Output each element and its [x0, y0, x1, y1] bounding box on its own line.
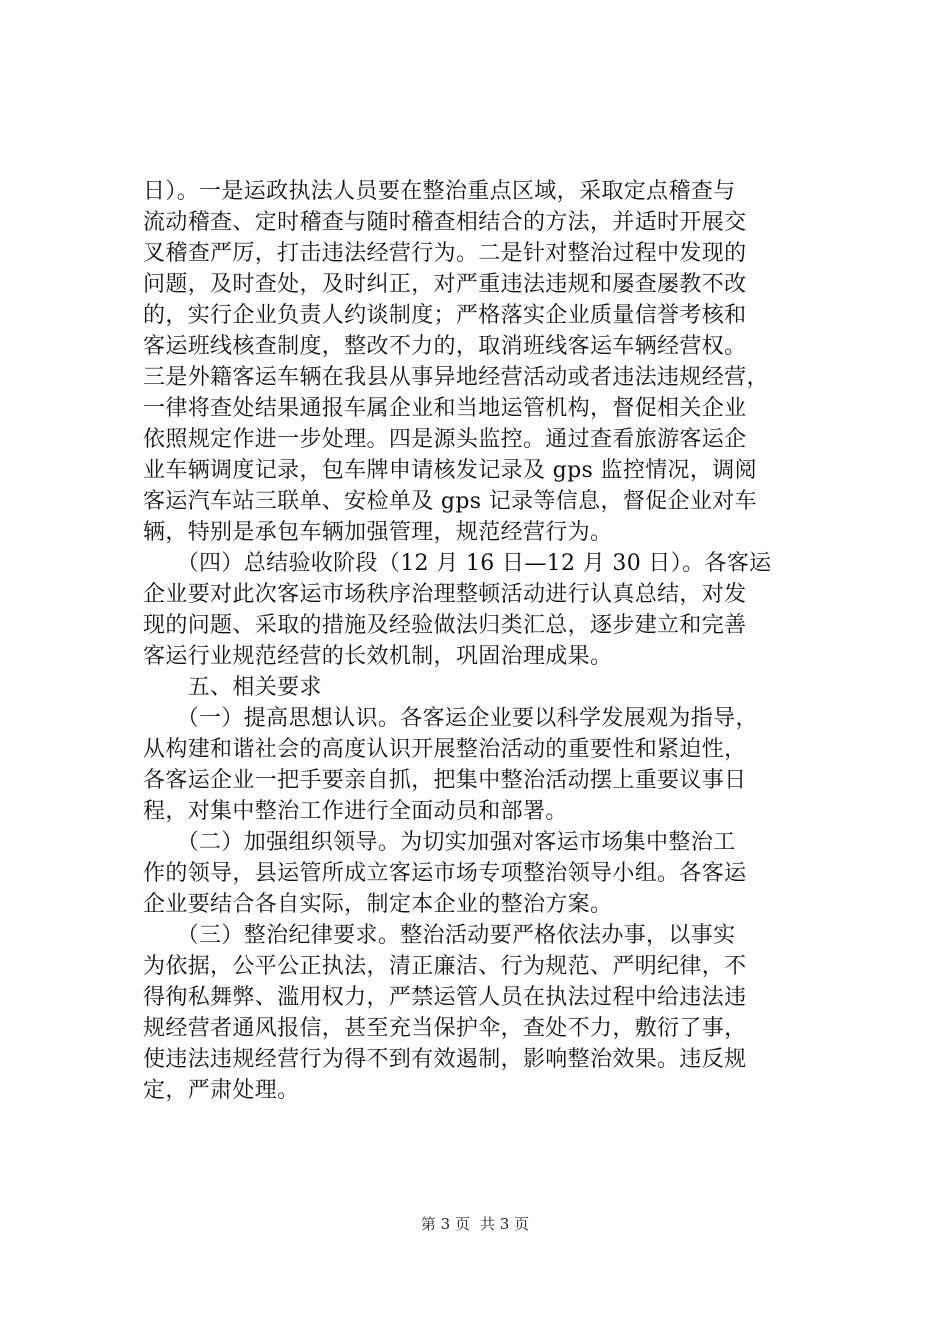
text-line: 程，对集中整治工作进行全面动员和部署。	[143, 799, 568, 824]
page-total: 共 3 页	[480, 1215, 530, 1233]
text-line: 企业要对此次客运市场秩序治理整顿活动进行认真总结，对发	[143, 582, 747, 607]
text-line: 问题，及时查处，及时纠正，对严重违法违规和屡查屡教不改	[143, 272, 747, 297]
text-line: 客运班线核查制度，整改不力的，取消班线客运车辆经营权。	[143, 334, 747, 359]
text-line: 依照规定作进一步处理。四是源头监控。通过查看旅游客运企	[143, 427, 747, 452]
text-line: 客运汽车站三联单、安检单及 gps 记录等信息，督促企业对车	[143, 489, 757, 514]
text-line: 一律将查处结果通报车属企业和当地运管机构，督促相关企业	[143, 396, 747, 421]
text-line: 为依据，公平公正执法，清正廉洁、行为规范、严明纪律，不	[143, 954, 747, 979]
text-line: 规经营者通风报信，甚至充当保护伞，查处不力，敷衍了事，	[143, 1016, 747, 1041]
page-footer	[0, 1214, 950, 1234]
text-line: 辆，特别是承包车辆加强管理，规范经营行为。	[143, 520, 613, 545]
text-line: 作的领导，县运管所成立客运市场专项整治领导小组。各客运	[143, 861, 747, 886]
body-text	[143, 176, 843, 1106]
text-line: 客运行业规范经营的长效机制，巩固治理成果。	[143, 644, 613, 669]
section-heading-5: 五、相关要求	[143, 675, 322, 700]
subsection-3: （三）整治纪律要求。整治活动要严格依法办事，以事实	[143, 923, 736, 948]
text-line: 现的问题、采取的措施及经验做法归类汇总，逐步建立和完善	[143, 613, 747, 638]
text-line: 业车辆调度记录，包车牌申请核发记录及 gps 监控情况，调阅	[143, 458, 757, 483]
text-line: 定，严肃处理。	[143, 1078, 300, 1103]
section-heading-4: （四）总结验收阶段（12 月 16 日—12 月 30 日）。各客运	[143, 551, 772, 576]
text-line: 各客运企业一把手要亲自抓，把集中整治活动摆上重要议事日	[143, 768, 747, 793]
page-number: 第 3 页	[420, 1215, 470, 1233]
text-line: 流动稽查、定时稽查与随时稽查相结合的方法，并适时开展交	[143, 210, 747, 235]
text-line: 的，实行企业负责人约谈制度；严格落实企业质量信誉考核和	[143, 303, 747, 328]
text-line: 从构建和谐社会的高度认识开展整治活动的重要性和紧迫性，	[143, 737, 747, 762]
subsection-1: （一）提高思想认识。各客运企业要以科学发展观为指导，	[143, 706, 758, 731]
text-line: 三是外籍客运车辆在我县从事异地经营活动或者违法违规经营，	[143, 365, 769, 390]
text-line: 得徇私舞弊、滥用权力，严禁运管人员在执法过程中给违法违	[143, 985, 747, 1010]
text-line: 日）。一是运政执法人员要在整治重点区域，采取定点稽查与	[143, 179, 736, 204]
text-line: 叉稽查严厉，打击违法经营行为。二是针对整治过程中发现的	[143, 241, 747, 266]
text-line: 使违法违规经营行为得不到有效遏制，影响整治效果。违反规	[143, 1047, 747, 1072]
subsection-2: （二）加强组织领导。为切实加强对客运市场集中整治工	[143, 830, 736, 855]
text-line: 企业要结合各自实际，制定本企业的整治方案。	[143, 892, 613, 917]
